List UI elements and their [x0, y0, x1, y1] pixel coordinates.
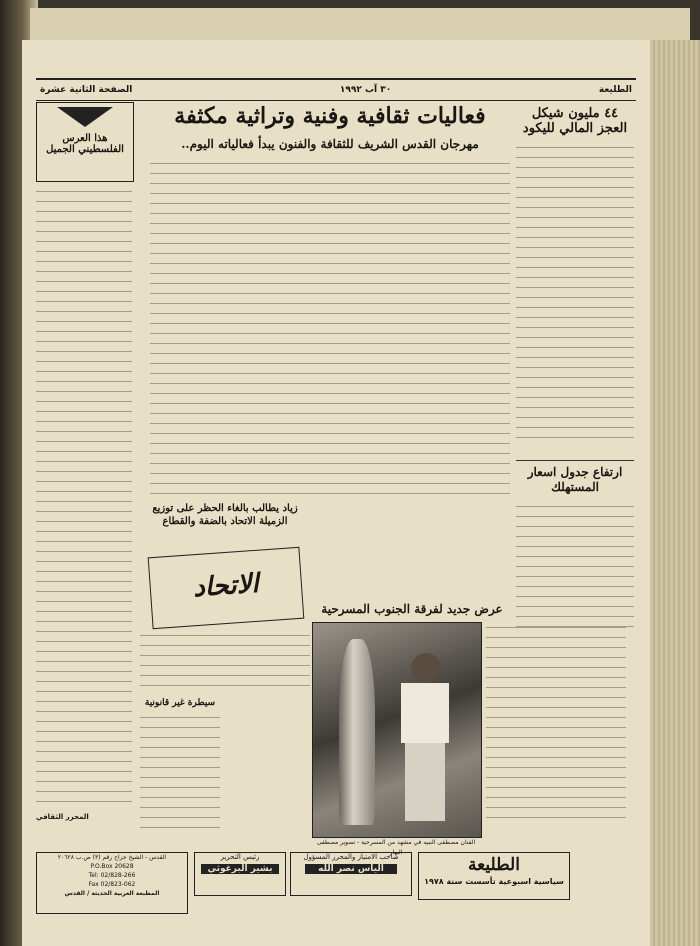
header-date: ٣٠ آب ١٩٩٢: [339, 85, 392, 95]
ittihad-stamp: [148, 547, 305, 629]
left-story-body: [36, 186, 132, 806]
page-header: [36, 78, 636, 101]
theatre-photo: [312, 622, 482, 838]
right-story-2: [516, 460, 634, 631]
side-story-body: [140, 712, 220, 832]
footer-publisher-label: صاحب الامتياز والمحرر المسؤول: [303, 853, 399, 861]
actor-head: [411, 653, 441, 683]
arrow-icon: [57, 107, 113, 127]
footer-fax: Fax 02/823-062: [88, 881, 136, 888]
right-story-1-title: ٤٤ مليون شيكل العجز المالي لليكود: [522, 106, 628, 136]
footer-tel: Tel: 02/828-266: [88, 872, 136, 879]
right-story-2-body: [516, 501, 634, 631]
footer-address: [36, 852, 188, 914]
footer-address-1: القدس - الشيخ جراح رقم (٣) ص.ب ٢٠٦٢٨: [57, 854, 167, 861]
footer-tagline: سياسية اسبوعية تأسست سنة ١٩٧٨: [424, 877, 564, 886]
stamp-text: الاتحاد: [192, 568, 260, 604]
mid-story-body: [140, 630, 310, 690]
header-page: الصفحة الثانية عشرة: [40, 85, 133, 95]
footer-editor-label: رئيس التحرير: [220, 853, 260, 861]
right-story-2-title: ارتفاع جدول اسعار المستهلك: [516, 460, 634, 495]
footer-press: المطبعة العربية الحديثة / القدس: [64, 890, 160, 897]
footer-publisher-box: [290, 852, 412, 896]
actor-shirt: [401, 683, 449, 743]
side-story-title: سيطرة غير قانونية: [144, 698, 216, 708]
left-story-byline: المحرر الثقافي: [36, 813, 89, 821]
left-story-head: [36, 102, 134, 182]
footer-editor-name: بشير البرغوثي: [201, 864, 279, 874]
header-paper: الطليعة: [598, 85, 632, 95]
left-story-kicker: هذا العرس: [62, 133, 108, 144]
page-edges: [650, 40, 700, 946]
theatre-story-body: [486, 622, 626, 822]
stone-pillar: [339, 639, 375, 825]
right-story-1-body: [516, 142, 634, 442]
main-headline: فعاليات ثقافية وفنية وتراثية مكثفة: [174, 103, 486, 129]
footer-editor-box: [194, 852, 286, 896]
main-subtitle: مهرجان القدس الشريف للثقافة والفنون يبدأ فعالياته اليوم..: [181, 137, 479, 151]
theatre-headline: عرض جديد لفرقة الجنوب المسرحية: [321, 602, 503, 616]
footer-logo-box: [418, 852, 570, 900]
footer-paper-name: الطليعة: [468, 855, 520, 875]
footer-publisher-name: الياس نصر الله: [305, 864, 397, 874]
footer-pobox: P.O.Box 20628: [90, 863, 134, 870]
newspaper-page: [22, 40, 650, 946]
mid-story-title: زياد يطالب بالغاء الحظر على توزيع الزميلة الاتحاد بالضفة والقطاع: [152, 503, 298, 527]
photo-caption: الفنان مصطفى النبيه في مشهد من المسرحية - تصوير مصطفى البهار: [316, 839, 476, 856]
actor-trousers: [405, 743, 445, 821]
right-story-1: [516, 106, 634, 442]
left-story-title: الفلسطيني الجميل: [46, 144, 124, 155]
main-story-body: [150, 158, 510, 498]
